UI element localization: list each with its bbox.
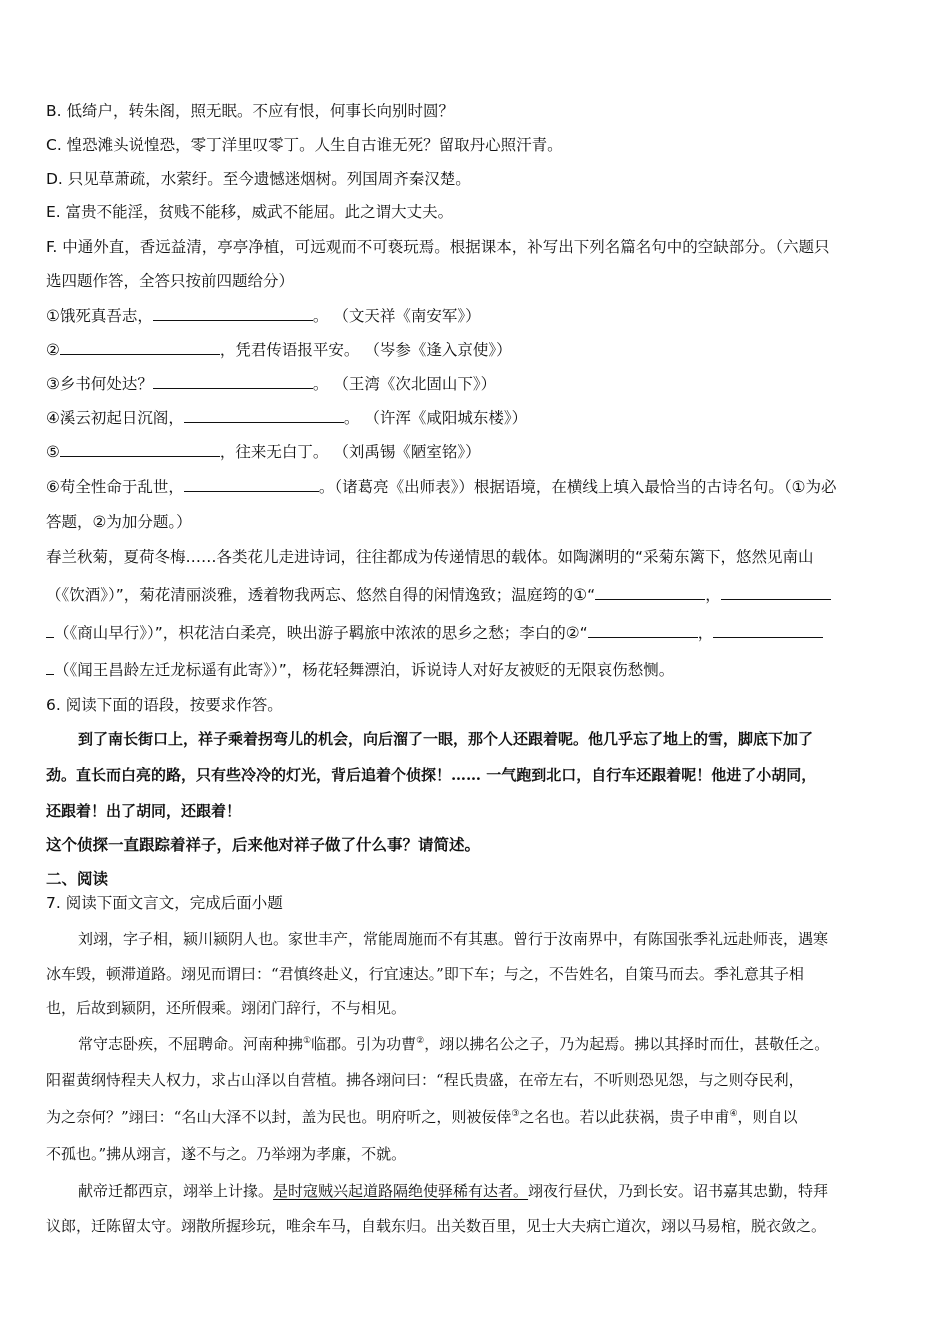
q7-para2-line2: 阳翟黄纲恃程夫人权力，求占山泽以自营植。拂各翊问曰：“程氏贵盛，在帝左右，不听则恐见怨，与之则夺民利， xyxy=(46,1071,804,1089)
answer-blank-3[interactable] xyxy=(153,373,313,389)
answer-blank-6[interactable] xyxy=(184,476,319,492)
option-f-line1: F. 中通外直，香远益清，亭亭净植，可远观而不可亵玩焉。根据课本，补写出下列名篇名句中的空缺部分。（六题只 xyxy=(46,238,830,256)
poem-line-2 xyxy=(46,584,831,606)
poem-line-3-comma: ， xyxy=(697,624,714,642)
poem-line-4 xyxy=(46,659,674,681)
q7-para3-line2: 议郎，迁陈留太守。翊散所握珍玩，唯余车马，自载东归。出关数百里，见士大夫病亡道次，翊以马易棺，脱衣敛之。 xyxy=(46,1217,827,1235)
question-6-title: 6. 阅读下面的语段，按要求作答。 xyxy=(46,696,283,714)
q6-passage-line-1: 到了南长街口上，祥子乘着拐弯儿的机会，向后溜了一眼，那个人还跟着呢。他几乎忘了地上的雪，脚底下加了 xyxy=(78,730,814,748)
poem-blank-1a[interactable] xyxy=(595,584,705,600)
q7-para2-line1-c: ，翊以拂名公之子，乃为起焉。拂以其择时而仕，甚敬任之。 xyxy=(424,1035,830,1053)
fill-item-3-suffix: 。 （王湾《次北固山下》） xyxy=(312,375,497,393)
q6-question: 这个侦探一直跟踪着祥子，后来他对祥子做了什么事？请简述。 xyxy=(46,836,481,854)
fill-item-6 xyxy=(46,476,837,498)
answer-blank-1[interactable] xyxy=(153,305,313,321)
answer-blank-4[interactable] xyxy=(184,407,344,423)
fill-item-4-prefix: ④溪云初起日沉阁， xyxy=(46,409,184,427)
q7-para3-line1-a: 献帝迁都西京，翊举上计掾。 xyxy=(78,1182,274,1200)
q7-para2-line3-a: 为之奈何？”翊曰：“名山大泽不以封，盖为民也。明府听之，则被佞倖 xyxy=(46,1108,512,1126)
question-7-title: 7. 阅读下面文言文，完成后面小题 xyxy=(46,894,283,912)
q7-para2-line1-b: 临郡。引为功曹 xyxy=(311,1035,417,1053)
fill-item-2-suffix: ，凭君传语报平安。 （岑参《逢入京使》） xyxy=(219,341,512,359)
poem-line-2-text: （《饮酒》）”，菊花清丽淡雅，透着物我两忘、悠然自得的闲情逸致；温庭筠的①“ xyxy=(46,586,596,604)
footnote-mark-4: ④ xyxy=(729,1109,738,1119)
option-d: D. 只见草萧疏，水萦纡。至今遗憾迷烟树。列国周齐秦汉楚。 xyxy=(46,170,471,188)
q7-para2-line3 xyxy=(46,1106,798,1128)
fill-item-4 xyxy=(46,407,527,429)
fill-item-2-prefix: ② xyxy=(46,341,60,359)
q7-para1-line1: 刘翊，字子相，颍川颍阴人也。家世丰产，常能周施而不有其惠。曾行于汝南界中，有陈国张季礼远赴师丧，遇寒 xyxy=(78,930,829,948)
q7-para2-line3-b: 之名也。若以此获祸，贵子申甫 xyxy=(519,1108,730,1126)
poem-line-2-comma: ， xyxy=(705,586,721,604)
option-f-line2: 选四题作答，全答只按前四题给分） xyxy=(46,272,295,290)
section-2-title: 二、阅读 xyxy=(46,870,109,888)
q7-para1-line3: 也，后故到颍阴，还所假乘。翊闭门辞行，不与相见。 xyxy=(46,999,407,1017)
poem-blank-2a[interactable] xyxy=(588,622,698,638)
fill-item-6-line2: 答题，②为加分题。） xyxy=(46,513,192,531)
q6-passage-line-2: 劲。直长而白亮的路，只有些冷冷的灯光，背后追着个侦探！…… 一气跑到北口，自行车还跟着呢！他进了小胡同， xyxy=(46,766,817,784)
footnote-mark-1: ① xyxy=(303,1036,312,1046)
poem-blank-2c[interactable] xyxy=(46,659,54,675)
q7-para3-line1-b: 翊夜行昼伏，乃到长安。诏书嘉其忠勤，特拜 xyxy=(528,1182,829,1200)
option-e: E. 富贵不能淫，贫贱不能移，威武不能屈。此之谓大丈夫。 xyxy=(46,203,454,221)
fill-item-1 xyxy=(46,305,481,327)
fill-item-1-suffix: 。 （文天祥《南安军》） xyxy=(312,307,481,325)
footnote-mark-2: ② xyxy=(416,1036,425,1046)
q7-para2-line1-a: 常守志卧疾，不屈聘命。河南种拂 xyxy=(78,1035,304,1053)
fill-item-6-suffix: 。（诸葛亮《出师表》）根据语境，在横线上填入最恰当的古诗名句。（①为必 xyxy=(318,478,837,496)
q7-para2-line3-c: ，则自以 xyxy=(737,1108,798,1126)
fill-item-5-prefix: ⑤ xyxy=(46,443,60,461)
option-b: B. 低绮户，转朱阁，照无眠。不应有恨，何事长向别时圆？ xyxy=(46,102,454,120)
poem-line-4-text: （《闻王昌龄左迁龙标遥有此寄》）”，杨花轻舞漂泊，诉说诗人对好友被贬的无限哀伤愁恻。 xyxy=(54,661,675,679)
answer-blank-2[interactable] xyxy=(60,339,220,355)
fill-item-3 xyxy=(46,373,496,395)
poem-blank-2b[interactable] xyxy=(713,622,823,638)
poem-line-1: 春兰秋菊，夏荷冬梅……各类花儿走进诗词，往往都成为传递情思的载体。如陶渊明的“采菊东篱下，悠然见南山 xyxy=(46,548,814,566)
poem-blank-1b[interactable] xyxy=(721,584,831,600)
q7-para2-line1 xyxy=(78,1033,829,1055)
q7-para2-line4: 不孤也。”拂从翊言，遂不与之。乃举翊为孝廉，不就。 xyxy=(46,1145,407,1163)
fill-item-1-prefix: ①饿死真吾志， xyxy=(46,307,153,325)
underlined-sentence: 是时寇贼兴起道路隔绝使驿稀有达者。 xyxy=(273,1182,529,1200)
fill-item-4-suffix: 。 （许浑《咸阳城东楼》） xyxy=(343,409,528,427)
q7-para1-line2: 冰车毁，顿滞道路。翊见而谓曰：“君慎终赴义，行宜速达。”即下车；与之，不告姓名，自策马而去。季礼意其子相 xyxy=(46,965,804,983)
poem-blank-1c[interactable] xyxy=(46,622,54,638)
poem-line-3 xyxy=(46,622,823,644)
fill-item-6-prefix: ⑥苟全性命于乱世， xyxy=(46,478,184,496)
fill-item-5-suffix: ，往来无白丁。 （刘禹锡《陋室铭》） xyxy=(219,443,481,461)
footnote-mark-3: ③ xyxy=(511,1109,520,1119)
q7-para3-line1 xyxy=(78,1180,828,1202)
fill-item-2 xyxy=(46,339,512,361)
option-c: C. 惶恐滩头说惶恐，零丁洋里叹零丁。人生自古谁无死？留取丹心照汗青。 xyxy=(46,136,563,154)
fill-item-3-prefix: ③乡书何处达？ xyxy=(46,375,153,393)
answer-blank-5[interactable] xyxy=(60,441,220,457)
q6-passage-line-3: 还跟着！出了胡同，还跟着！ xyxy=(46,802,242,820)
fill-item-5 xyxy=(46,441,481,463)
poem-line-3-text: （《商山早行》）”，枳花洁白柔亮，映出游子羁旅中浓浓的思乡之愁；李白的②“ xyxy=(54,624,588,642)
